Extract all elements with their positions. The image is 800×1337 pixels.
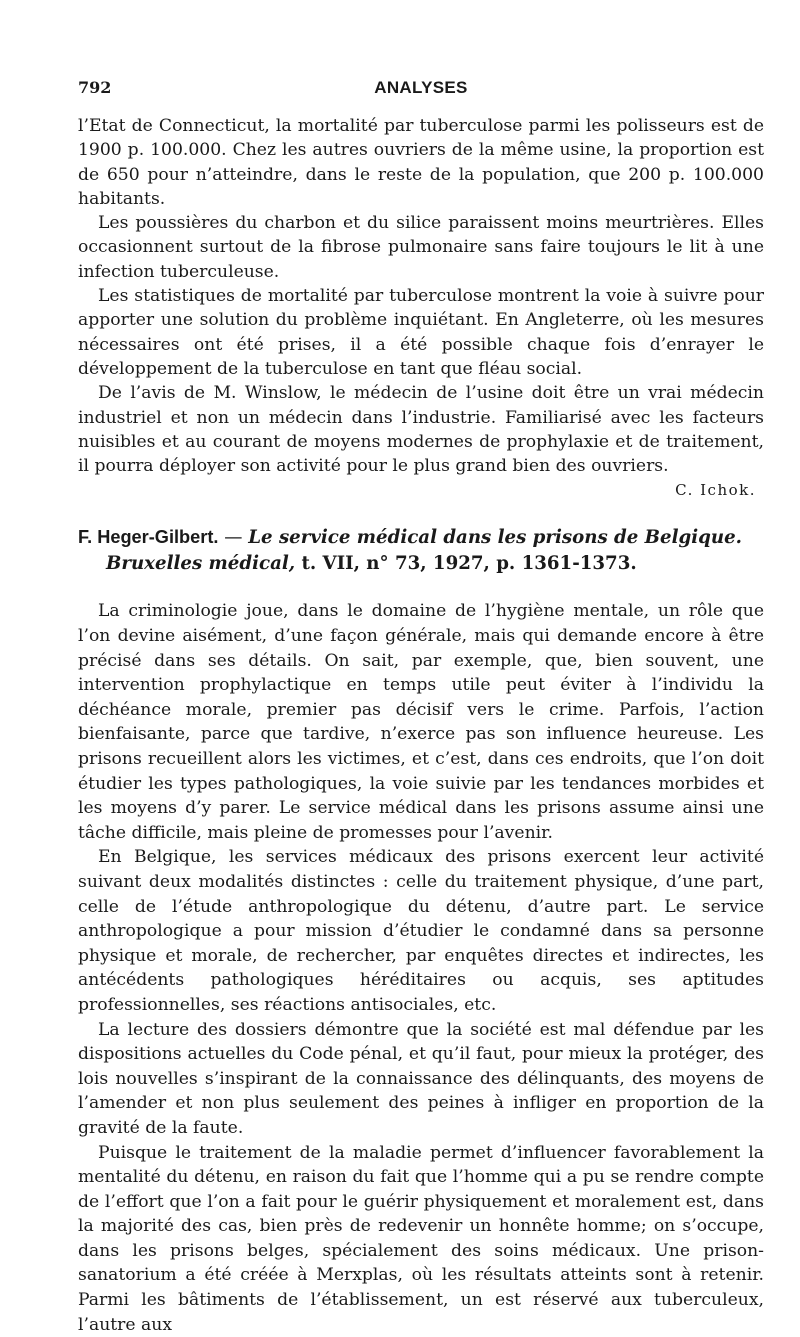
running-head [78, 78, 764, 114]
paragraph: En Belgique, les services médicaux des prisons exercent leur activité suivant deux modalités distinctes : celle du traitement physique, d’une part, celle de l’étude anthropologique du détenu, d’autre part. Le service anthropologique a pour mission d’étudier le condamné dans sa personne physique et morale, de rechercher, par enquêtes directes et indirectes, les antécédents pathologiques héréditaires ou acquis, ses aptitudes professionnelles, ses réactions antisociales, etc. [78, 847, 764, 1015]
paragraph: Les poussières du charbon et du silice paraissent moins meurtrières. Elles occasionnent surtout de la fibrose pulmonaire sans faire toujours le lit à une infection tuberculeuse. [78, 213, 764, 282]
review-dash: — [218, 527, 249, 549]
running-title: ANALYSES [374, 78, 468, 97]
review-heading [78, 524, 764, 577]
review-citation: t. VII, n° 73, 1927, p. 1361-1373. [295, 553, 637, 575]
review-author: F. Heger-Gilbert. [78, 527, 219, 548]
reviewer-signature: C. Ichok. [675, 481, 756, 500]
review-body [78, 599, 764, 1337]
paragraph: La criminologie joue, dans le domaine de l’hygiène mentale, un rôle que l’on devine aisément, d’une façon générale, mais qui demande encore à être précisé dans ses détails. On sait, par exemple, que, bien souvent, une intervention prophylactique en temps utile peut éviter à l’individu la déchéance morale, premier pas décisif vers le crime. Parfois, l’action bienfaisante, parce que tardive, n’exerce pas son influence heureuse. Les prisons recueillent alors les victimes, et c’est, dans ces endroits, que l’on doit étudier les types pathologiques, la voie suivie par les tendances morbides et les moyens d’y parer. Le service médical dans les prisons assume ainsi une tâche difficile, mais pleine de promesses pour l’avenir. [78, 601, 764, 843]
paragraph: De l’avis de M. Winslow, le médecin de l’usine doit être un vrai médecin industriel et non un médecin dans l’industrie. Familiarisé avec les facteurs nuisibles et au courant de moyens modernes de prophylaxie et de traitement, il pourra déployer son activité pour le plus grand bien des ouvriers. [78, 383, 764, 477]
review-journal: Bruxelles médical, [106, 553, 296, 575]
paragraph: Puisque le traitement de la maladie permet d’influencer favorablement la mentalité du détenu, en raison du fait que l’homme qui a pu se rendre compte de l’effort que l’on a fait pour le guérir physiquement et moralement est, dans la majorité des cas, bien près de redevenir un honnête homme; on s’occupe, dans les prisons belges, spécialement des soins médicaux. Une prison-sanatorium a été créée à Merxplas, où les résultats atteints sont à retenir. Parmi les bâtiments de l’établissement, un est réservé aux tuberculeux, l’autre aux [78, 1142, 764, 1335]
review-title: Le service médical dans les prisons de Belgique. [248, 527, 742, 549]
paragraph: La lecture des dossiers démontre que la société est mal défendue par les dispositions actuelles du Code pénal, et qu’il faut, pour mieux la protéger, des lois nouvelles s’inspirant de la connaissance des délinquants, des moyens de l’amender et non plus seulement des peines à infliger en proportion de la gravité de la faute. [78, 1019, 764, 1138]
review-heading-line-2 [78, 551, 764, 577]
page [78, 78, 764, 1337]
page-number: 792 [78, 78, 112, 97]
review-heading-line-1 [78, 524, 764, 551]
paragraph: Les statistiques de mortalité par tuberculose montrent la voie à suivre pour apporter une solution du problème inquiétant. En Angleterre, où les mesures nécessaires ont été prises, il a été possible chaque fois d’enrayer le développement de la tuberculose en tant que fléau social. [78, 286, 764, 379]
previous-review-body [78, 114, 764, 502]
paragraph: l’Etat de Connecticut, la mortalité par tuberculose parmi les polisseurs est de 1900 p. 100.000. Chez les autres ouvriers de la même usine, la proportion est de 650 pour n’atteindre, dans le reste de la population, que 200 p. 100.000 habitants. [78, 116, 764, 209]
